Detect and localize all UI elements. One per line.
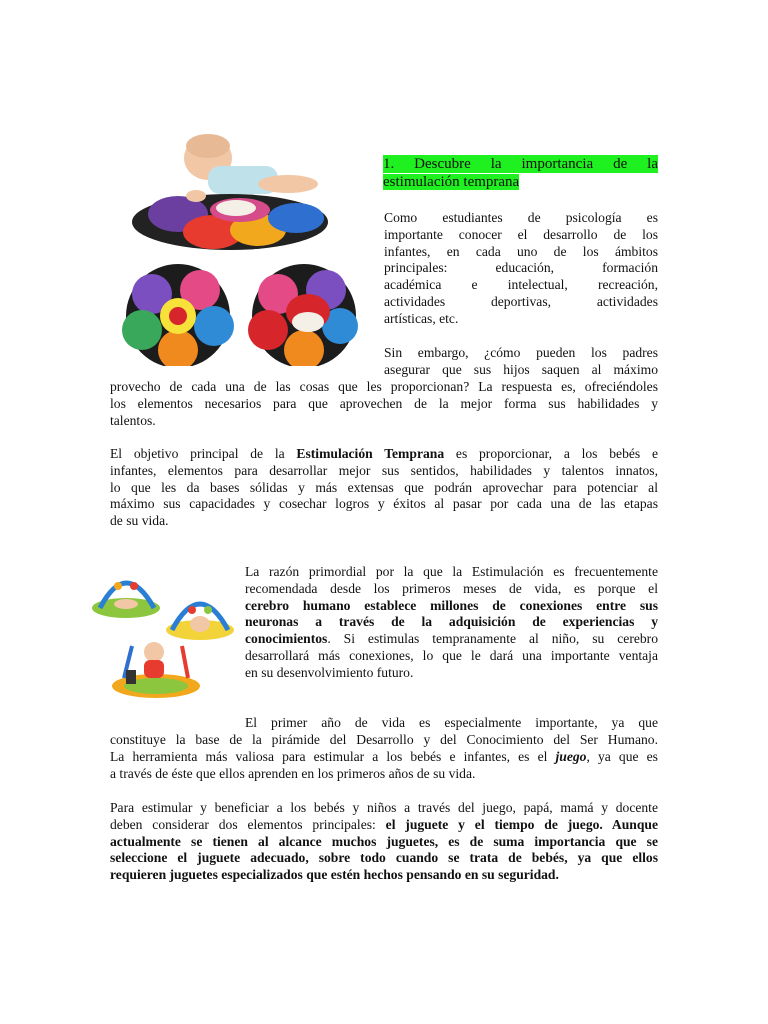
p3-line: de su vida. [110,513,169,529]
p2-line: talentos. [110,412,156,428]
baby-playmat-image [118,130,358,366]
intro-line: actividades deportivas, actividades [384,293,658,309]
paragraph-4 [245,564,658,682]
p4-line: conocimientos. Si estimulas tempranamente al niño, su cerebro [245,631,658,647]
section-heading-line-1: 1. Descubre la importancia de la [383,156,658,172]
p3-line-1: El objetivo principal de la Estimulación Temprana es proporcionar, a los bebés e [110,446,658,461]
p6-line-bold: actualmente se tienen al alcance muchos juguetes, es de suma importancia que se [110,833,658,849]
p3-bold-term: Estimulación Temprana [296,446,445,461]
paragraph-2-rest [110,379,658,429]
baby-gym-image [88,562,238,704]
p5-line: a través de éste que ellos aprenden en los primeros años de su vida. [110,765,476,781]
intro-line: principales: educación, formación [384,260,658,276]
p3-line: infantes, elementos para desarrollar mejor sus sentidos, habilidades y talentos innatos, [110,462,658,478]
p4-line-bold: neuronas a través de la adquisición de experiencias y [245,614,658,630]
intro-line: infantes, en cada uno de los ámbitos [384,243,658,259]
intro-paragraph [384,210,658,328]
p3-line: máximo sus capacidades y cosechar logros y éxitos al pasar por cada una de las etapas [110,496,658,512]
p4-line: en su desenvolvimiento futuro. [245,664,414,680]
intro-line: artísticas, etc. [384,310,459,326]
section-heading-line-2: estimulación temprana [383,174,520,190]
intro-line: importante conocer el desarrollo de los [384,226,658,242]
juego-emphasis: juego [555,748,587,764]
p4-line: recomendada desde los primeros meses de vida, es porque el [245,580,658,596]
p4-line: La razón primordial por la que la Estimulación es frecuentemente [245,564,658,579]
p5-line: La herramienta más valiosa para estimular a los bebés e infantes, es el juego, ya que es [110,748,658,764]
p2-line-2: asegurar que sus hijos saquen al máximo [384,362,658,377]
p6-line: Para estimular y beneficiar a los bebés y niños a través del juego, papá, mamá y docente [110,800,658,815]
p2-line: provecho de cada una de las cosas que les proporcionan? La respuesta es, ofreciéndoles [110,379,658,394]
p4-line: desarrollará más conexiones, lo que le dará una importante ventaja [245,647,658,663]
p5-line: constituye la base de la pirámide del Desarrollo y del Conocimiento del Ser Humano. [110,732,658,747]
p3-line: lo que les da bases sólidas y más extensas que podrán aprovechar para potenciar al [110,479,658,495]
paragraph-6 [110,800,658,884]
p4-line-bold: cerebro humano establece millones de conexiones entre sus [245,597,658,613]
p6-line-bold: requieren juguetes especializados que estén hechos pensando en su seguridad. [110,867,559,883]
intro-line: Como estudiantes de psicología es [384,210,658,225]
p6-line: deben considerar dos elementos principales: el juguete y el tiempo de juego. Aunque [110,816,659,832]
intro-line: académica e intelectual, recreación, [384,277,658,293]
p2-line-1: Sin embargo, ¿cómo pueden los padres [384,345,658,360]
p2-line: los elementos necesarios para que aprovechen de la mejor forma sus habilidades y [110,395,658,411]
p5-line-1: El primer año de vida es especialmente importante, ya que [245,715,658,730]
paragraph-3 [110,446,658,530]
p6-line-bold: seleccione el juguete adecuado, sobre todo cuando se trata de bebés, ya que ellos [110,850,658,866]
paragraph-5 [110,732,658,782]
